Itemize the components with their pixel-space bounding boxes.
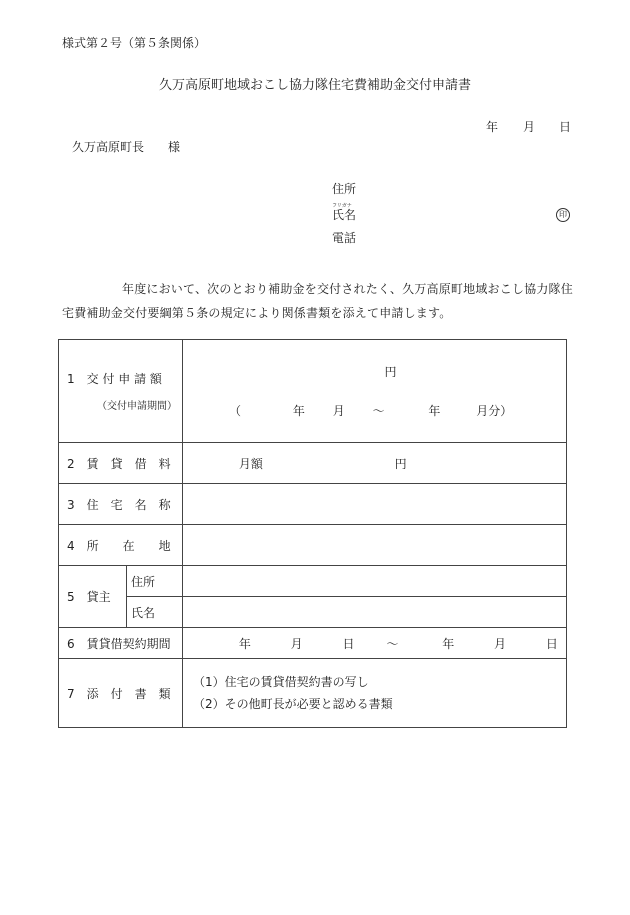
- table-row-rent: [59, 443, 567, 484]
- table-row-contract-period: [59, 628, 567, 659]
- seal-mark: 印: [556, 208, 570, 222]
- location-label: 4 所 在 地: [59, 525, 183, 566]
- period-open-paren: （: [229, 404, 242, 418]
- contract-start-month: 月: [290, 636, 303, 651]
- contract-end-day: 日: [545, 636, 558, 651]
- rent-value-cell[interactable]: [183, 443, 567, 484]
- contract-period-cell[interactable]: [183, 628, 567, 659]
- applicant-name-label: 氏名: [332, 208, 357, 222]
- landlord-address-label: 住所: [127, 566, 183, 597]
- period-end-year: 年: [428, 404, 441, 418]
- landlord-label: 5 貸主: [59, 566, 127, 628]
- housing-name-label: 3 住 宅 名 称: [59, 484, 183, 525]
- amount-yen-unit: 円: [384, 365, 397, 379]
- addressee-honorific: 様: [168, 140, 181, 154]
- contract-period-label: 6 賃貸借契約期間: [59, 628, 183, 659]
- table-row-landlord-address: [59, 566, 567, 597]
- period-end-month: 月分）: [476, 404, 513, 418]
- contract-end-month: 月: [494, 636, 507, 651]
- contract-tilde: ～: [386, 636, 399, 651]
- rent-monthly-label: 月額: [238, 456, 263, 471]
- application-table: [58, 339, 567, 728]
- amount-label: 1 交 付 申 請 額: [67, 372, 162, 386]
- table-row-amount: [59, 340, 567, 443]
- applicant-furigana-label: フリガナ: [332, 203, 352, 209]
- date-day-label: 日: [559, 120, 572, 134]
- location-cell[interactable]: [183, 525, 567, 566]
- rent-label: 2 賃 貸 借 料: [59, 443, 183, 484]
- applicant-phone-label: 電話: [332, 231, 357, 245]
- table-row-housing-name: [59, 484, 567, 525]
- contract-end-year: 年: [442, 636, 455, 651]
- form-number: 様式第２号（第５条関係）: [62, 36, 207, 50]
- period-start-month: 月: [332, 404, 345, 418]
- amount-value-cell[interactable]: [183, 340, 567, 443]
- attachment-item-1: （1）住宅の賃貸借契約書の写し: [193, 675, 369, 689]
- table-row-attachments: [59, 659, 567, 728]
- amount-period-label: （交付申請期間）: [97, 401, 177, 412]
- application-statement: 年度において、次のとおり補助金を交付されたく、久万高原町地域おこし協力隊住宅費補助金交付要綱第５条の規定により関係書類を添えて申請します。: [62, 282, 573, 320]
- period-start-year: 年: [292, 404, 305, 418]
- contract-start-day: 日: [342, 636, 355, 651]
- applicant-address-label: 住所: [332, 182, 357, 196]
- attachment-item-2: （2）その他町長が必要と認める書類: [193, 697, 393, 711]
- landlord-name-cell[interactable]: [183, 597, 567, 628]
- period-tilde: ～: [372, 404, 385, 418]
- date-month-label: 月: [523, 120, 536, 134]
- housing-name-cell[interactable]: [183, 484, 567, 525]
- table-row-location: [59, 525, 567, 566]
- landlord-address-cell[interactable]: [183, 566, 567, 597]
- addressee-name: 久万高原町長: [72, 140, 145, 154]
- landlord-name-label: 氏名: [127, 597, 183, 628]
- contract-start-year: 年: [238, 636, 251, 651]
- amount-label-cell: [59, 340, 183, 443]
- rent-yen-unit: 円: [394, 456, 407, 471]
- attachments-cell: [183, 659, 567, 728]
- date-year-label: 年: [486, 120, 499, 134]
- document-title: 久万高原町地域おこし協力隊住宅費補助金交付申請書: [158, 78, 471, 93]
- table-row-landlord-name: [59, 597, 567, 628]
- attachments-label: 7 添 付 書 類: [59, 659, 183, 728]
